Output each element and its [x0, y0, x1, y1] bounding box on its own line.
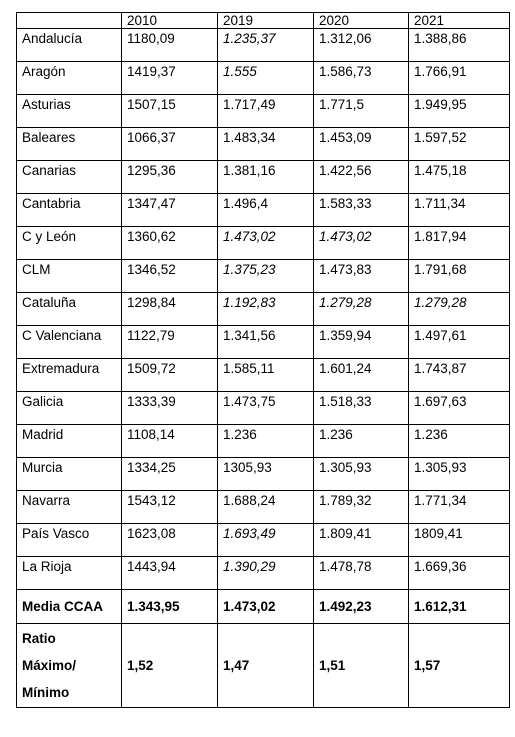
region-name-cell: CLM	[17, 260, 122, 293]
value-cell-2020: 1.473,83	[314, 260, 409, 293]
value-cell-2021: 1.475,18	[409, 161, 510, 194]
value-cell-2021: 1.388,86	[409, 29, 510, 62]
value-cell-2019: 1.473,75	[218, 392, 314, 425]
value-cell-2020: 1.453,09	[314, 128, 409, 161]
value-cell-2021: 1.817,94	[409, 227, 510, 260]
value-cell-2010: 1066,37	[122, 128, 218, 161]
value-cell-2020: 1.473,02	[314, 227, 409, 260]
value-cell-2010: 1507,15	[122, 95, 218, 128]
region-name-cell: Aragón	[17, 62, 122, 95]
region-name-cell: Extremadura	[17, 359, 122, 392]
ratio-label-line: Ratio	[22, 631, 56, 646]
table-row	[17, 29, 510, 62]
value-cell-2020: 1.586,73	[314, 62, 409, 95]
regional-data-table	[16, 12, 510, 708]
table-body	[17, 29, 510, 708]
value-cell-2010: 1334,25	[122, 458, 218, 491]
value-cell-2020: 1.359,94	[314, 326, 409, 359]
region-name-cell: C y León	[17, 227, 122, 260]
table-row	[17, 491, 510, 524]
region-name-cell: Cataluña	[17, 293, 122, 326]
value-cell-2020: 1.771,5	[314, 95, 409, 128]
value-cell-2019: 1.236	[218, 425, 314, 458]
value-cell-2019: 1.235,37	[218, 29, 314, 62]
value-cell-2010: 1295,36	[122, 161, 218, 194]
value-cell-2010: 1360,62	[122, 227, 218, 260]
value-cell-2020: 1.305,93	[314, 458, 409, 491]
value-cell-2021: 1.766,91	[409, 62, 510, 95]
value-cell-2010: 1333,39	[122, 392, 218, 425]
value-cell-2010: 1419,37	[122, 62, 218, 95]
value-cell-2010: 1347,47	[122, 194, 218, 227]
table-row	[17, 392, 510, 425]
table-row	[17, 458, 510, 491]
table-row	[17, 557, 510, 590]
summary-value-2019: 1.473,02	[218, 590, 314, 624]
header-cell-2010: 2010	[122, 13, 218, 29]
value-cell-2010: 1108,14	[122, 425, 218, 458]
value-cell-2021: 1.497,61	[409, 326, 510, 359]
region-name-cell: Andalucía	[17, 29, 122, 62]
header-cell-2020: 2020	[314, 13, 409, 29]
value-cell-2021: 1.279,28	[409, 293, 510, 326]
summary-value-2020: 1.492,23	[314, 590, 409, 624]
value-cell-2020: 1.583,33	[314, 194, 409, 227]
ratio-value-2021: 1,57	[409, 624, 510, 708]
ratio-value-2020: 1,51	[314, 624, 409, 708]
ratio-label-line: Máximo/	[22, 658, 77, 673]
table-row	[17, 128, 510, 161]
ratio-label	[17, 624, 122, 708]
table-row	[17, 293, 510, 326]
value-cell-2010: 1443,94	[122, 557, 218, 590]
value-cell-2010: 1346,52	[122, 260, 218, 293]
region-name-cell: La Rioja	[17, 557, 122, 590]
value-cell-2020: 1.601,24	[314, 359, 409, 392]
header-cell-region	[17, 13, 122, 29]
value-cell-2021: 1.711,34	[409, 194, 510, 227]
table-row	[17, 161, 510, 194]
value-cell-2021: 1.669,36	[409, 557, 510, 590]
table-row	[17, 194, 510, 227]
value-cell-2021: 1809,41	[409, 524, 510, 557]
value-cell-2019: 1305,93	[218, 458, 314, 491]
header-cell-2019: 2019	[218, 13, 314, 29]
value-cell-2010: 1180,09	[122, 29, 218, 62]
value-cell-2021: 1.771,34	[409, 491, 510, 524]
value-cell-2019: 1.555	[218, 62, 314, 95]
region-name-cell: Asturias	[17, 95, 122, 128]
value-cell-2019: 1.192,83	[218, 293, 314, 326]
table-row	[17, 425, 510, 458]
value-cell-2021: 1.697,63	[409, 392, 510, 425]
value-cell-2010: 1509,72	[122, 359, 218, 392]
value-cell-2019: 1.693,49	[218, 524, 314, 557]
summary-row	[17, 590, 510, 624]
ratio-row	[17, 624, 510, 708]
value-cell-2021: 1.949,95	[409, 95, 510, 128]
table-row	[17, 227, 510, 260]
value-cell-2010: 1543,12	[122, 491, 218, 524]
value-cell-2019: 1.717,49	[218, 95, 314, 128]
value-cell-2020: 1.312,06	[314, 29, 409, 62]
table-row	[17, 359, 510, 392]
ratio-value-2010: 1,52	[122, 624, 218, 708]
header-row	[17, 13, 510, 29]
value-cell-2021: 1.597,52	[409, 128, 510, 161]
value-cell-2010: 1623,08	[122, 524, 218, 557]
value-cell-2019: 1.390,29	[218, 557, 314, 590]
value-cell-2019: 1.341,56	[218, 326, 314, 359]
region-name-cell: C Valenciana	[17, 326, 122, 359]
value-cell-2020: 1.279,28	[314, 293, 409, 326]
summary-value-2021: 1.612,31	[409, 590, 510, 624]
region-name-cell: Madrid	[17, 425, 122, 458]
table-row	[17, 326, 510, 359]
region-name-cell: País Vasco	[17, 524, 122, 557]
region-name-cell: Navarra	[17, 491, 122, 524]
value-cell-2019: 1.585,11	[218, 359, 314, 392]
value-cell-2019: 1.483,34	[218, 128, 314, 161]
value-cell-2019: 1.381,16	[218, 161, 314, 194]
summary-value-2010: 1.343,95	[122, 590, 218, 624]
region-name-cell: Murcia	[17, 458, 122, 491]
header-cell-2021: 2021	[409, 13, 510, 29]
table-row	[17, 260, 510, 293]
value-cell-2020: 1.478,78	[314, 557, 409, 590]
table-row	[17, 95, 510, 128]
region-name-cell: Galicia	[17, 392, 122, 425]
value-cell-2019: 1.496,4	[218, 194, 314, 227]
value-cell-2010: 1298,84	[122, 293, 218, 326]
value-cell-2021: 1.743,87	[409, 359, 510, 392]
value-cell-2021: 1.236	[409, 425, 510, 458]
region-name-cell: Canarias	[17, 161, 122, 194]
table-row	[17, 62, 510, 95]
value-cell-2019: 1.375,23	[218, 260, 314, 293]
value-cell-2019: 1.473,02	[218, 227, 314, 260]
value-cell-2020: 1.236	[314, 425, 409, 458]
value-cell-2020: 1.789,32	[314, 491, 409, 524]
region-name-cell: Cantabria	[17, 194, 122, 227]
value-cell-2010: 1122,79	[122, 326, 218, 359]
ratio-label-line: Mínimo	[22, 685, 70, 700]
value-cell-2021: 1.305,93	[409, 458, 510, 491]
value-cell-2020: 1.518,33	[314, 392, 409, 425]
region-name-cell: Baleares	[17, 128, 122, 161]
value-cell-2020: 1.422,56	[314, 161, 409, 194]
table-row	[17, 524, 510, 557]
value-cell-2021: 1.791,68	[409, 260, 510, 293]
ratio-value-2019: 1,47	[218, 624, 314, 708]
summary-label: Media CCAA	[17, 590, 122, 624]
value-cell-2020: 1.809,41	[314, 524, 409, 557]
table-header	[17, 13, 510, 29]
value-cell-2019: 1.688,24	[218, 491, 314, 524]
